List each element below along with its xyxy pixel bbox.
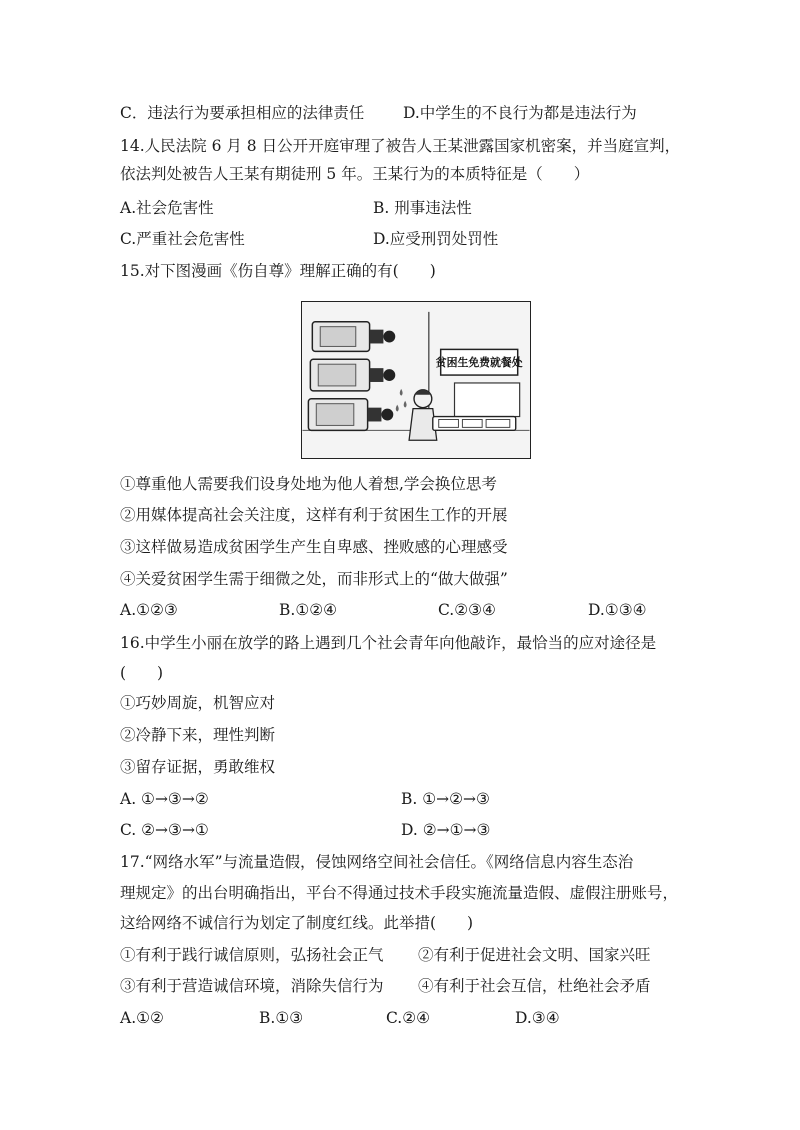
q17-option-c: C.②④ <box>386 1009 431 1027</box>
q14-stem-line2: 依法判处被告人王某有期徒刑 5 年。王某行为的本质特征是（ ） <box>120 165 590 183</box>
q16-option-c: C. ②→③→① <box>120 821 209 839</box>
q15-option-c: C.②③④ <box>438 601 496 619</box>
q17-stem-line2: 理规定》的出台明确指出，平台不得通过技术手段实施流量造假、虚假注册账号， <box>120 884 679 902</box>
q13-option-d: D.中学生的不良行为都是违法行为 <box>403 104 637 122</box>
q15-stem: 15.对下图漫画《伤自尊》理解正确的有( ) <box>120 262 436 280</box>
student-figure <box>396 389 437 440</box>
q16-option-a: A. ①→③→② <box>120 790 209 808</box>
q14-stem-line1: 14.人民法院 6 月 8 日公开开庭审理了被告人王某泄露国家机密案，并当庭宣判， <box>120 137 681 155</box>
camera-icon <box>312 322 395 352</box>
camera-icon <box>310 359 395 391</box>
q17-statement-2: ②有利于促进社会文明、国家兴旺 <box>418 946 651 964</box>
camera-icon <box>308 399 393 431</box>
q14-option-d: D.应受刑罚处罚性 <box>373 230 499 248</box>
q13-option-c: C．违法行为要承担相应的法律责任 <box>120 104 365 122</box>
q17-stem-line3: 这给网络不诚信行为划定了制度红线。此举措( ) <box>120 914 474 932</box>
q16-stem-line2: ( ) <box>120 664 164 682</box>
q14-option-a: A.社会危害性 <box>120 199 214 217</box>
q15-statement-4: ④关爱贫困学生需于细微之处，而非形式上的“做大做强” <box>120 570 508 588</box>
q16-statement-3: ③留存证据，勇敢维权 <box>120 758 276 776</box>
q14-option-c: C.严重社会危害性 <box>120 230 245 248</box>
q16-statement-2: ②冷静下来，理性判断 <box>120 726 276 744</box>
q17-statement-4: ④有利于社会互信，杜绝社会矛盾 <box>418 977 651 995</box>
q16-statement-1: ①巧妙周旋，机智应对 <box>120 694 276 712</box>
q17-option-b: B.①③ <box>259 1009 304 1027</box>
q15-statement-3: ③这样做易造成贫困学生产生自卑感、挫败感的心理感受 <box>120 538 508 556</box>
q17-statement-1: ①有利于践行诚信原则，弘扬社会正气 <box>120 946 384 964</box>
q15-option-a: A.①②③ <box>120 601 178 619</box>
q15-option-d: D.①③④ <box>588 601 647 619</box>
q17-statement-3: ③有利于营造诚信环境，消除失信行为 <box>120 977 384 995</box>
cartoon-image <box>301 301 531 459</box>
q15-statement-2: ②用媒体提高社会关注度，这样有利于贫困生工作的开展 <box>120 506 508 524</box>
q16-stem-line1: 16.中学生小丽在放学的路上遇到几个社会青年向他敲诈，最恰当的应对途径是 <box>120 634 657 652</box>
q14-option-b: B. 刑事违法性 <box>373 199 472 217</box>
q17-stem-line1: 17.“网络水军”与流量造假，侵蚀网络空间社会信任。《网络信息内容生态治 <box>120 853 634 871</box>
q15-statement-1: ①尊重他人需要我们设身处地为他人着想,学会换位思考 <box>120 475 497 493</box>
q16-option-b: B. ①→②→③ <box>401 790 490 808</box>
q16-option-d: D. ②→①→③ <box>401 821 491 839</box>
q17-option-a: A.①② <box>120 1009 164 1027</box>
food-tray <box>433 417 516 431</box>
canteen-sign-text: 贫困生免费就餐处 <box>435 356 523 370</box>
q15-option-b: B.①②④ <box>279 601 338 619</box>
canteen-sign <box>436 349 523 375</box>
cartoon-drawing <box>302 302 530 458</box>
q17-option-d: D.③④ <box>515 1009 560 1027</box>
